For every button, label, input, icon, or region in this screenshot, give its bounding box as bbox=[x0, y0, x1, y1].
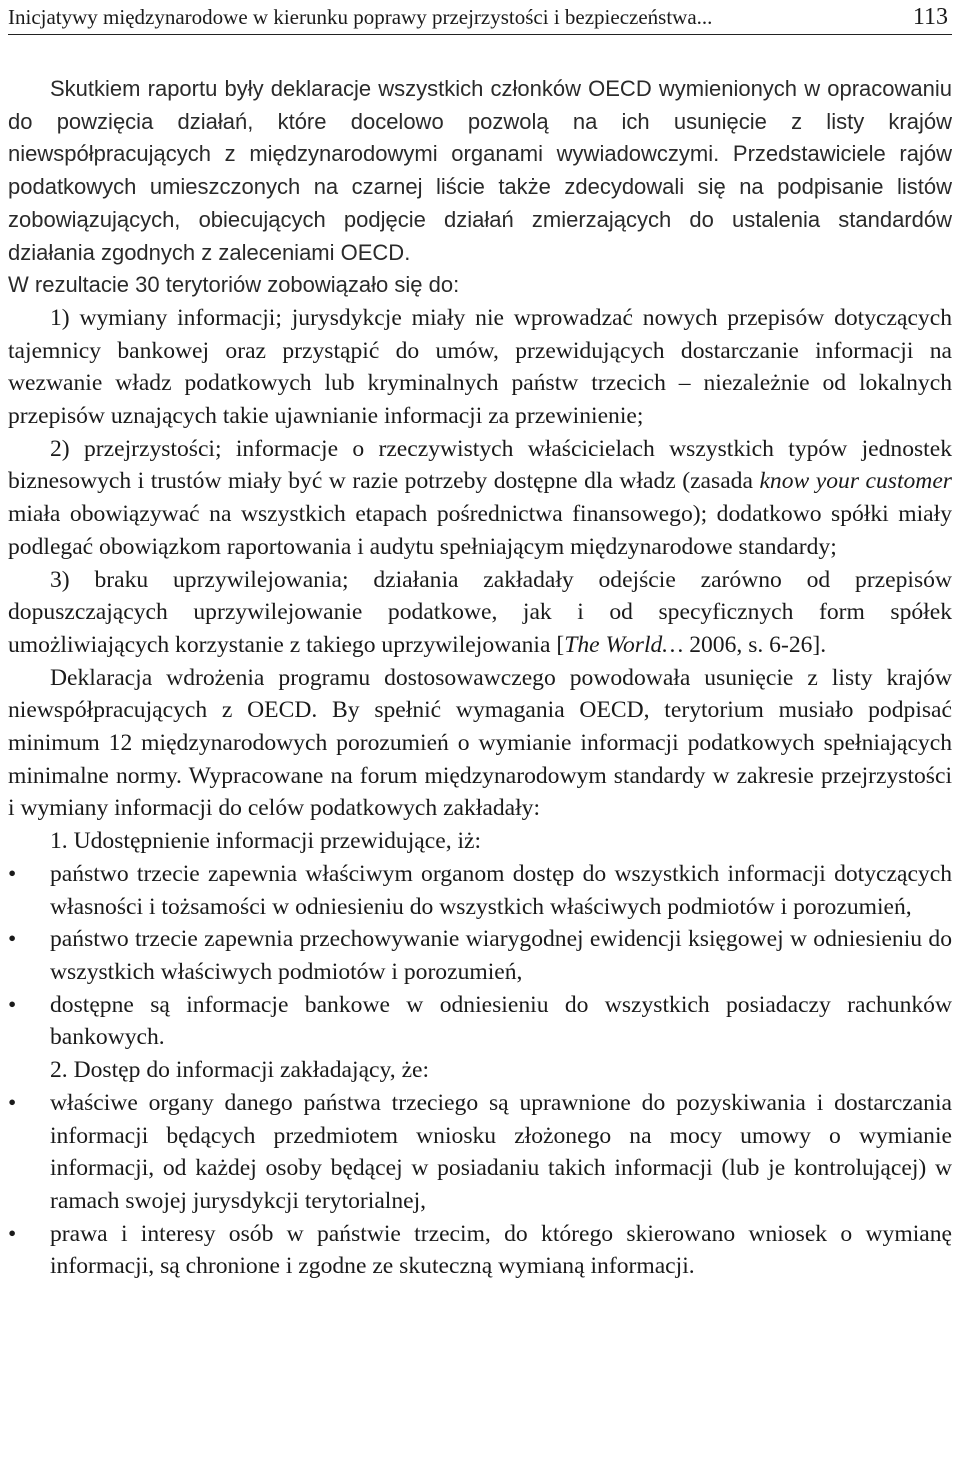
bullet-text: państwo trzecie zapewnia przechowywanie wiarygodnej ewidencji księgowej w odniesieniu do wszystkich właściwych podmiotów i porozumień, bbox=[50, 926, 952, 985]
document-body bbox=[8, 35, 952, 1283]
bullet-text: właściwe organy danego państwa trzeciego są uprawnione do pozyskiwania i dostarczania informacji będących przedmiotem wniosku złożonego na mocy umowy o wymianie informacji, od każdej osoby będącej w posiadaniu takich informacji (lub je kontrolującej) w ramach swojej jurysdykcji terytorialnej, bbox=[50, 1089, 952, 1214]
text-span: miała obowiązywać na wszystkich etapach pośrednictwa finansowego); dodatkowo spółki miały podlegać obowiązkom raportowania i audytu spełniającym międzynarodowe standardy; bbox=[8, 501, 952, 560]
section-heading-2: 2. Dostęp do informacji zakładający, że: bbox=[50, 1057, 430, 1084]
list-item-transparency bbox=[8, 433, 952, 564]
bullet-icon: • bbox=[8, 991, 17, 1018]
page-number: 113 bbox=[912, 4, 948, 30]
text-span: 2) przejrzystości; informacje o rzeczywistych właścicielach wszystkich typów jednostek biznesowych i trustów miały być w razie potrzeby dostępne dla władz (zasada bbox=[8, 435, 952, 495]
header-title: Inicjatywy międzynarodowe w kierunku poprawy przejrzystości i bezpieczeństwa... bbox=[8, 5, 713, 29]
list-item-exchange: 1) wymiany informacji; jurysdykcje miały nie wprowadzać nowych przepisów dotyczących tajemnicy bankowej oraz przystąpić do umów, przewidujących dostarczanie informacji na wezwanie władz podatkowych lub kryminalnych państw trzecich – niezależnie od lokalnych przepisów uznających takie ujawnianie informacji za przewinienie; bbox=[8, 304, 952, 430]
paragraph-commitments-lead: W rezultacie 30 terytoriów zobowiązało się do: bbox=[8, 272, 460, 298]
bullet-text: dostępne są informacje bankowe w odniesieniu do wszystkich posiadaczy rachunków bankowych. bbox=[50, 991, 952, 1051]
paragraph-intro: Skutkiem raportu były deklaracje wszystkich członków OECD wymienionych w opracowaniu do powzięcia działań, które docelowo pozwolą na ich usunięcie z listy krajów niewspółpracujących z międzynarodowymi organami wywiadowczymi. Przedstawiciele rajów podatkowych umieszczonych na czarnej liście także zdecydowali się na podpisanie listów zobowiązujących, obiecujących podjęcie działań zmierzających do ustalenia standardów działania zgodnych z zaleceniami OECD. bbox=[8, 76, 952, 265]
bullet-item bbox=[8, 1218, 952, 1283]
italic-term: know your customer bbox=[759, 468, 952, 495]
bullet-item bbox=[8, 1087, 952, 1218]
paragraph-declaration: Deklaracja wdrożenia programu dostosowawczego powodowała usunięcie z listy krajów niewspółpracujących z OECD. By spełnić wymagania OECD, terytorium musiało podpisać minimum 12 międzynarodowych porozumień o wymianie informacji podatkowych spełniających minimalne normy. Wypracowane na forum międzynarodowym standardy w zakresie przejrzystości i wymiany informacji do celów podatkowych zakładały: bbox=[8, 664, 952, 822]
bullet-icon: • bbox=[8, 860, 17, 887]
bullet-icon: • bbox=[8, 1089, 17, 1116]
bullet-item bbox=[8, 923, 952, 988]
bullet-item bbox=[8, 858, 952, 923]
bullet-icon: • bbox=[8, 926, 17, 953]
bullet-icon: • bbox=[8, 1220, 17, 1247]
bullet-text: państwo trzecie zapewnia właściwym organom dostęp do wszystkich informacji dotyczących własności i tożsamości w odniesieniu do wszystkich właściwych podmiotów i porozumień, bbox=[50, 860, 952, 920]
list-item-no-privilege bbox=[8, 564, 952, 662]
running-header bbox=[8, 0, 952, 35]
section-heading-1: 1. Udostępnienie informacji przewidujące, iż: bbox=[50, 828, 482, 855]
text-span: 3) braku uprzywilejowania; działania zakładały odejście zarówno od przepisów dopuszczających uprzywilejowanie podatkowe, jak i od specyficznych form spółek umożliwiających korzystanie z takiego uprzywilejowania [ bbox=[8, 566, 952, 658]
bullet-text: prawa i interesy osób w państwie trzecim, do którego skierowano wniosek o wymianę informacji, są chronione i zgodne ze skuteczną wymianą informacji. bbox=[50, 1220, 952, 1280]
text-span: 2006, s. 6-26]. bbox=[683, 631, 827, 658]
bullet-item bbox=[8, 989, 952, 1054]
italic-citation: The World… bbox=[564, 631, 684, 658]
